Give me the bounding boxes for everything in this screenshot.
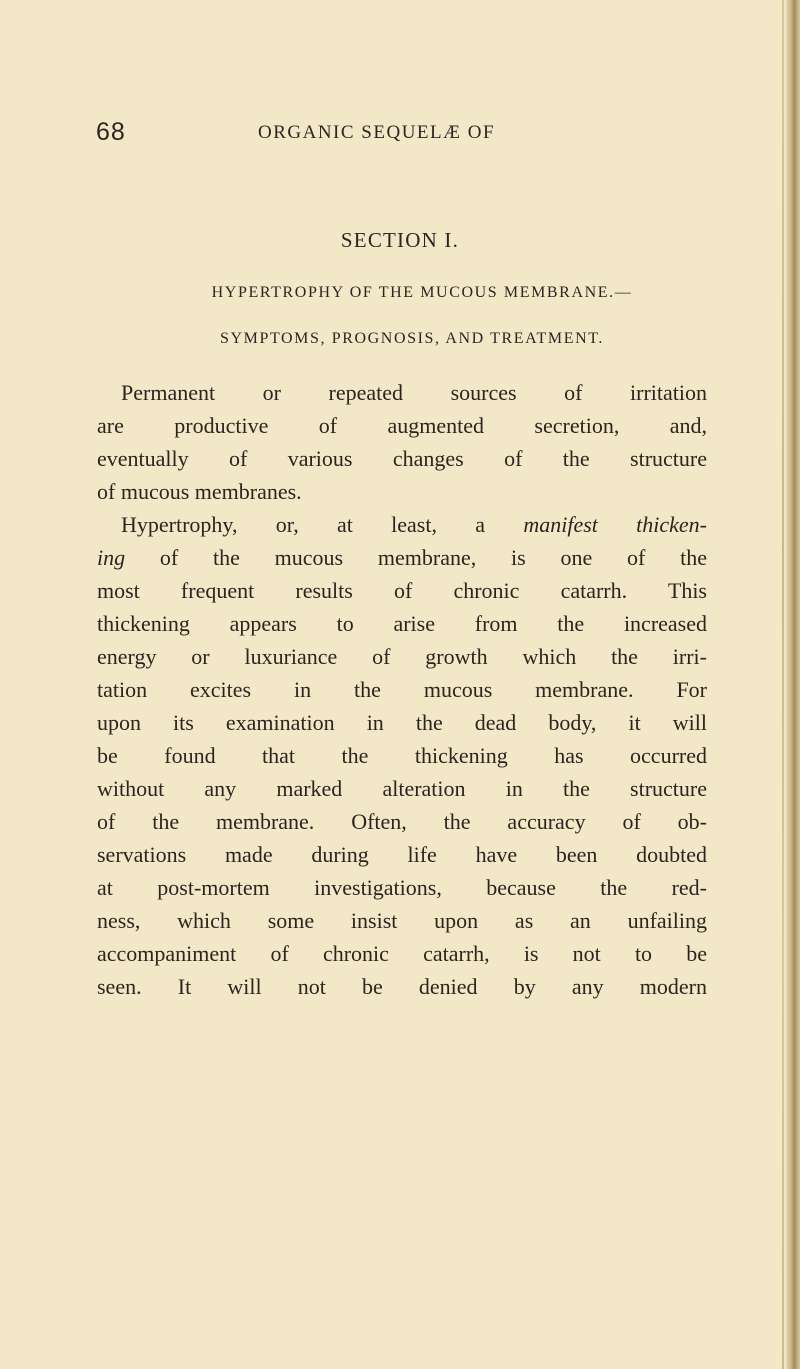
text-line: ness, which some insist upon as an unfailing [97,908,707,933]
text-line [97,508,707,541]
running-head: ORGANIC SEQUELÆ OF [258,122,496,143]
italic-phrase: ing [97,545,126,570]
body-text [97,376,707,1003]
section-subtitle-line-1: HYPERTROPHY OF THE MUCOUS MEMBRANE.— [211,284,633,301]
text-line: are productive of augmented secretion, and, [97,413,707,438]
section-title: SECTION I. [340,228,460,252]
text-line: seen. It will not be denied by any modern [97,974,707,999]
page-edge-shadow [786,0,800,1369]
text-line: servations made during life have been doubted [97,842,707,867]
text-line [97,541,707,574]
text-line: without any marked alteration in the structure [97,776,707,801]
text-line: energy or luxuriance of growth which the irri- [97,644,707,669]
text-line: of the membrane. Often, the accuracy of ob- [97,809,707,834]
text-line: of mucous membranes. [97,479,302,504]
page-edge-line [782,0,784,1369]
text-line: eventually of various changes of the structure [97,446,707,471]
text-line: upon its examination in the dead body, it will [97,710,707,735]
text-line: be found that the thickening has occurred [97,743,707,768]
text-line: accompaniment of chronic catarrh, is not to be [97,941,707,966]
italic-phrase: manifest thicken- [523,512,708,537]
page-number: 68 [96,118,126,146]
text-line: Permanent or repeated sources of irritation [121,380,707,405]
text-line: thickening appears to arise from the increased [97,611,707,636]
text-span: Hypertrophy, or, at least, a [121,512,486,537]
section-subtitle-line-2: SYMPTOMS, PROGNOSIS, AND TREATMENT. [219,330,605,347]
text-line: at post-mortem investigations, because the red- [97,875,707,900]
text-line: tation excites in the mucous membrane. For [97,677,707,702]
text-span: of the mucous membrane, is one of the [159,545,707,570]
text-line: most frequent results of chronic catarrh. This [97,578,707,603]
page-header [96,118,706,148]
